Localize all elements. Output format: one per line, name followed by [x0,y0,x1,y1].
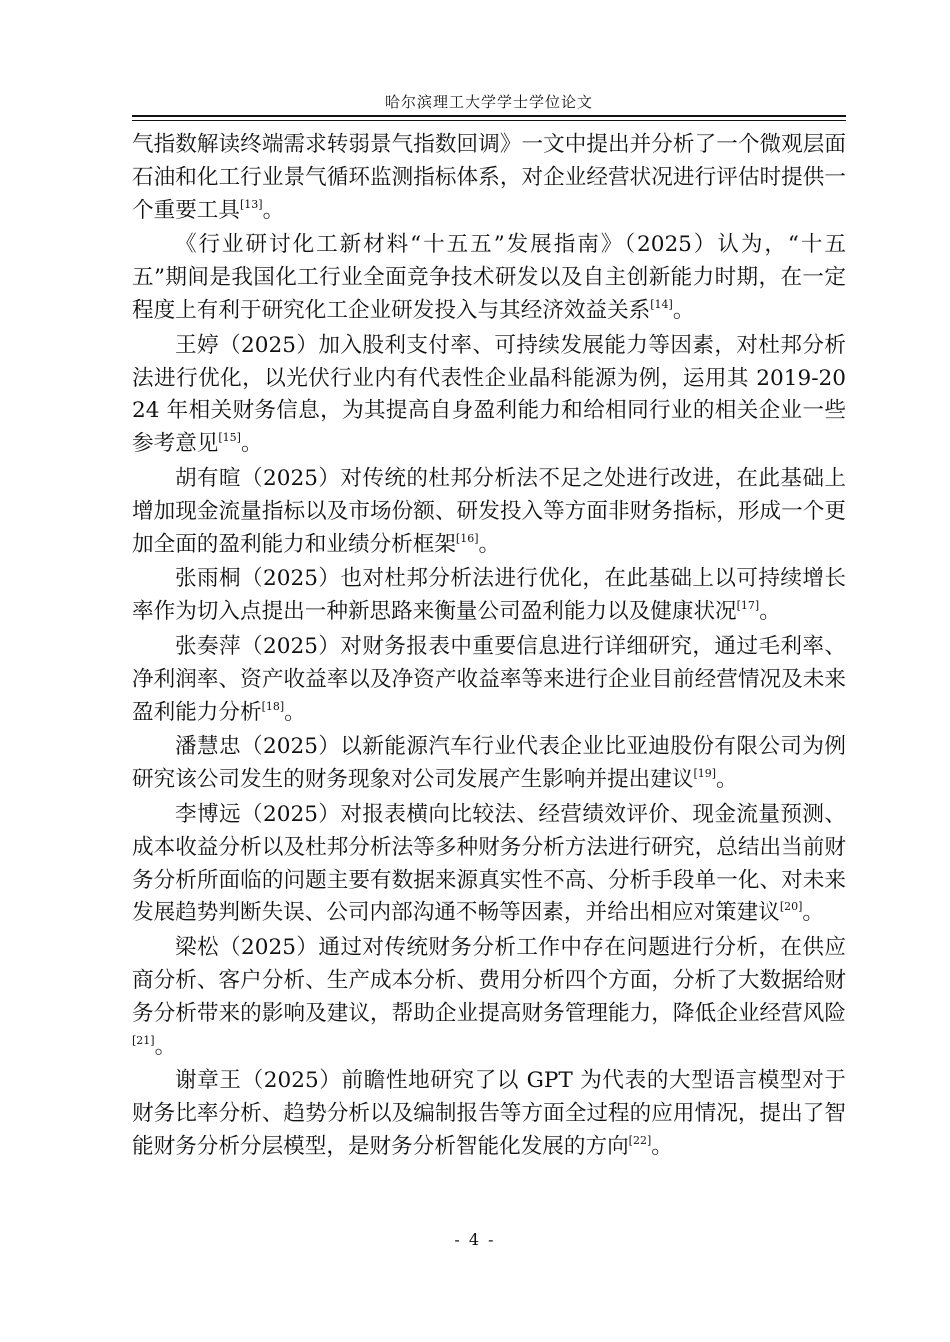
citation-ref: [17] [736,599,760,613]
citation-ref: [13] [239,197,263,211]
paragraph-2 [132,229,846,327]
citation-ref: [20] [779,900,803,914]
paragraph-9 [132,932,846,1063]
citation-ref: [15] [218,431,241,445]
citation-ref: [22] [628,1133,652,1147]
paragraph-text: 张奏萍（2025）对财务报表中重要信息进行详细研究，通过毛利率、净利润率、资产收益率以及净资产收益率等来进行企业目前经营情况及未来盈利能力分析 [132,633,846,725]
paragraph-tail: 。 [284,699,306,725]
paragraph-text: 张雨桐（2025）也对杜邦分析法进行优化，在此基础上以可持续增长率作为切入点提出一种新思路来衡量公司盈利能力以及健康状况 [132,566,846,625]
paragraph-4 [132,463,846,561]
paragraph-6 [132,631,846,729]
paragraph-text: 李博远（2025）对报表横向比较法、经营绩效评价、现金流量预测、成本收益分析以及杜邦分析法等多种财务分析方法进行研究，总结出当前财务分析所面临的问题主要有数据来源真实性不高、分析手段单一化、对未来发展趋势判断失误、公司内部沟通不畅等因素，并给出相应对策建议 [132,801,846,926]
paragraph-text: 梁松（2025）通过对传统财务分析工作中存在问题进行分析，在供应商分析、客户分析、生产成本分析、费用分析四个方面，分析了大数据给财务分析带来的影响及建议，帮助企业提高财务管理能力，降低企业经营风险 [132,935,846,1026]
header-rule-thick [132,115,846,117]
citation-ref: [18] [261,699,285,713]
paragraph-10 [132,1065,846,1163]
page-header-title: 哈尔滨理工大学学士学位论文 [384,93,593,111]
paragraph-tail: 。 [154,1033,177,1059]
paragraph-tail: 。 [802,900,825,926]
paragraph-text: 气指数解读终端需求转弱景气指数回调》一文中提出并分析了一个微观层面石油和化工行业景气循环监测指标体系，对企业经营状况进行评估时提供一个重要工具 [132,132,846,223]
paragraph-8 [132,799,846,930]
paragraph-tail: 。 [759,599,781,625]
paragraph-1 [132,129,846,227]
paragraph-text: 《行业研讨化工新材料“十五五”发展指南》（2025）认为，“十五五”期间是我国化工行业全面竞争技术研发以及自主创新能力时期，在一定程度上有利于研究化工企业研发投入与其经济效益关系 [132,232,846,323]
paragraph-7 [132,731,846,797]
paragraph-text: 胡有暄（2025）对传统的杜邦分析法不足之处进行改进，在此基础上增加现金流量指标以及市场份额、研发投入等方面非财务指标，形成一个更加全面的盈利能力和业绩分析框架 [132,465,846,557]
document-body [132,129,846,1166]
citation-ref: [19] [693,767,717,781]
citation-ref: [16] [455,531,479,545]
page-number: - 4 - [454,1230,496,1249]
paragraph-3 [132,330,846,461]
paragraph-tail: 。 [716,767,738,793]
paragraph-tail: 。 [672,297,695,323]
citation-ref: [21] [132,1033,155,1047]
paragraph-text: 潘慧忠（2025）以新能源汽车行业代表企业比亚迪股份有限公司为例研究该公司发生的财务现象对公司发展产生影响并提出建议 [132,734,846,793]
paragraph-text: 王婷（2025）加入股利支付率、可持续发展能力等因素，对杜邦分析法进行优化，以光伏行业内有代表性企业晶科能源为例，运用其 2019-2024 年相关财务信息，为其提高自身盈利能力和给相同行业的相关企业一些参考意见 [132,332,846,457]
paragraph-text: 谢章王（2025）前瞻性地研究了以 GPT 为代表的大型语言模型对于财务比率分析、趋势分析以及编制报告等方面全过程的应用情况，提出了智能财务分析分层模型，是财务分析智能化发展的方向 [132,1068,846,1159]
header-rule-thin [132,120,846,121]
citation-ref: [14] [650,297,673,311]
paragraph-tail: 。 [651,1133,673,1159]
paragraph-tail: 。 [478,531,501,557]
paragraph-tail: 。 [262,197,285,223]
paragraph-5 [132,563,846,629]
paragraph-tail: 。 [240,431,263,457]
